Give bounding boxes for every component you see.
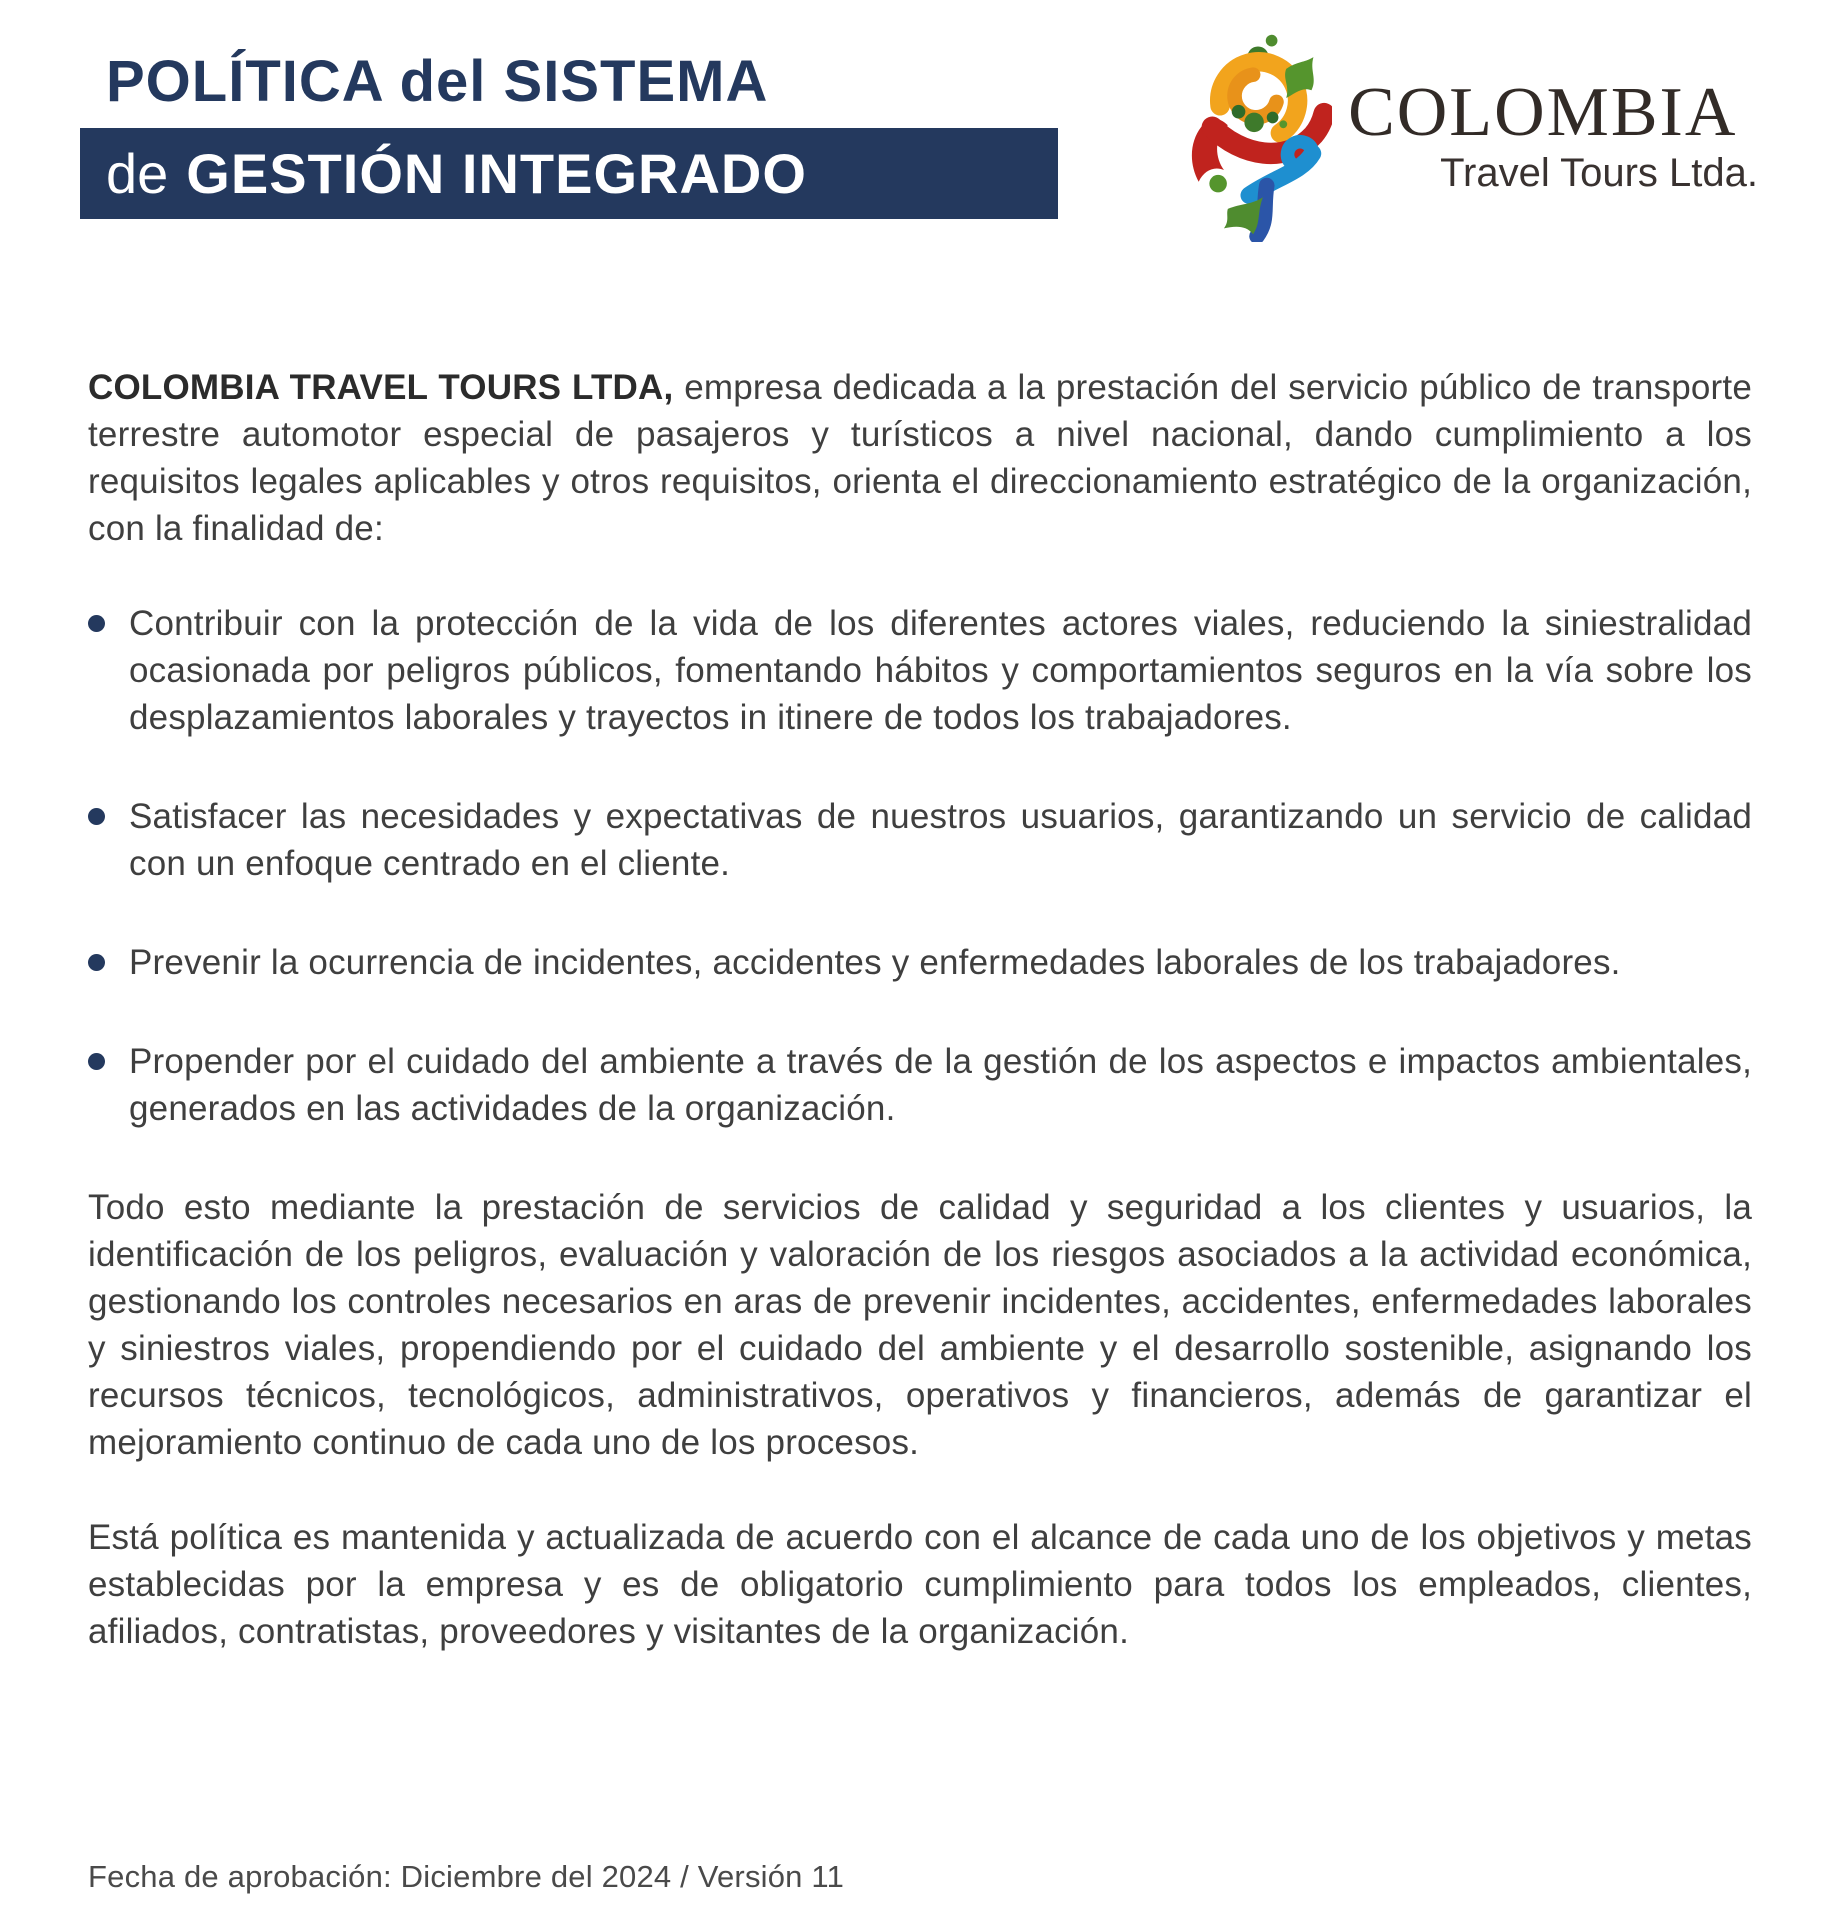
company-name-lead: COLOMBIA TRAVEL TOURS LTDA, <box>88 368 674 407</box>
list-item-text: Satisfacer las necesidades y expectativas de nuestros usuarios, garantizando un servicio de calidad con un enfoque centrado en el cliente. <box>129 797 1752 883</box>
header <box>88 49 1758 242</box>
colombia-map-swirl-icon <box>1184 28 1332 242</box>
company-logo <box>1184 28 1758 242</box>
page-title: POLÍTICA del SISTEMA <box>106 49 769 114</box>
list-item <box>88 600 1752 741</box>
logo-subtitle: Travel Tours Ltda. <box>1440 150 1758 195</box>
list-item <box>88 939 1752 986</box>
approval-footer <box>88 1859 844 1895</box>
bullet-dot-icon <box>88 954 105 971</box>
logo-wordmark: COLOMBIA <box>1348 74 1738 152</box>
bullet-dot-icon <box>88 808 105 825</box>
list-item-text: Contribuir con la protección de la vida de los diferentes actores viales, reduciendo la siniestralidad ocasionada por peligros públicos, fomentando hábitos y comportamientos seguros en la vía sobre los desplazamientos laborales y trayectos in itinere de todos los trabajadores. <box>129 604 1752 737</box>
title-banner <box>80 128 1058 219</box>
bullet-dot-icon <box>88 615 105 632</box>
bullet-dot-icon <box>88 1053 105 1070</box>
policy-body <box>88 364 1752 1655</box>
commitment-paragraph: Todo esto mediante la prestación de servicios de calidad y seguridad a los clientes y usuarios, la identificación de los peligros, evaluación y valoración de los riesgos asociados a la actividad económica, gestionando los controles necesarios en aras de prevenir incidentes, accidentes, enfermedades laborales y siniestros viales, propendiendo por el cuidado del ambiente y el desarrollo sostenible, asignando los recursos técnicos, tecnológicos, administrativos, operativos y financieros, además de garantizar el mejoramiento continuo de cada uno de los procesos. <box>88 1188 1752 1462</box>
scope-paragraph: Está política es mantenida y actualizada de acuerdo con el alcance de cada uno de los objetivos y metas establecidas por la empresa y es de obligatorio cumplimiento para todos los empleados, clientes, afiliados, contratistas, proveedores y visitantes de la organización. <box>88 1518 1752 1651</box>
list-item-text: Propender por el cuidado del ambiente a través de la gestión de los aspectos e impactos ambientales, generados en las actividades de la organización. <box>129 1042 1752 1128</box>
intro-text: empresa dedicada a la prestación del servicio público de transporte terrestre automotor especial de pasajeros y turísticos a nivel nacional, dando cumplimiento a los requisitos legales aplicables y otros requisitos, orienta el direccionamiento estratégico de la organización, con la finalidad de: <box>88 368 1752 548</box>
intro-paragraph <box>88 364 1752 552</box>
approval-date-text: Fecha de aprobación: Diciembre del 2024 / Versión 11 <box>88 1859 845 1894</box>
title-banner-main: GESTIÓN INTEGRADO <box>186 141 807 205</box>
list-item <box>88 1038 1752 1132</box>
policy-objectives-list <box>88 600 1752 1132</box>
list-item <box>88 793 1752 887</box>
list-item-text: Prevenir la ocurrencia de incidentes, accidentes y enfermedades laborales de los trabajadores. <box>129 943 1621 982</box>
logo-text <box>1348 76 1758 194</box>
title-banner-prefix: de <box>106 141 169 205</box>
